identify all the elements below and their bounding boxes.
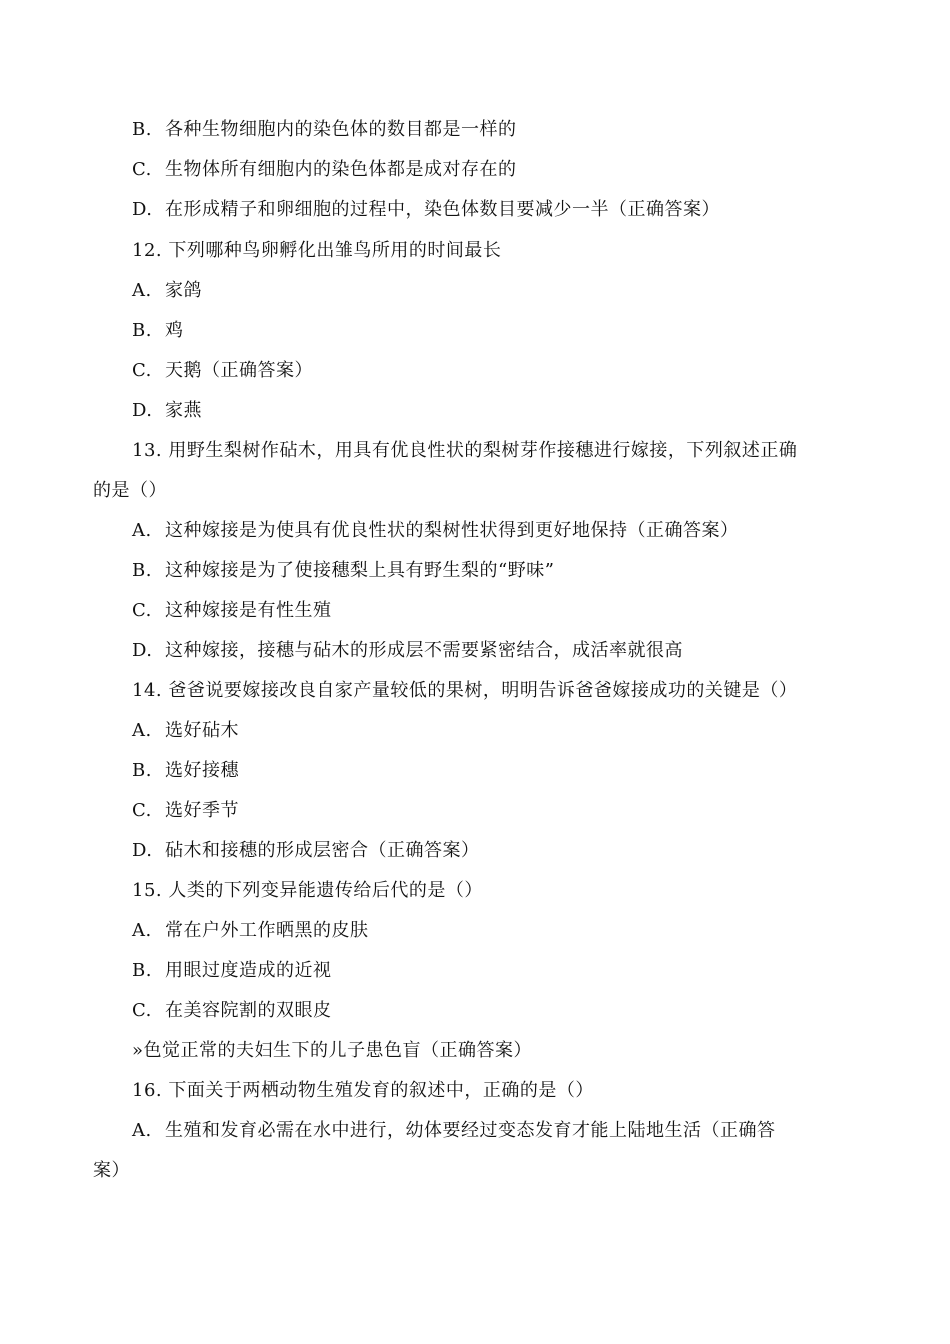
option-12-d: [132, 399, 202, 423]
option-label: A.: [132, 1120, 152, 1141]
option-text: 这种嫁接是为使具有优良性状的梨树性状得到更好地保持（正确答案）: [165, 520, 739, 541]
option-label: C.: [132, 159, 152, 180]
option-text: 生物体所有细胞内的染色体都是成对存在的: [165, 159, 517, 180]
option-label: A.: [132, 280, 152, 301]
option-text: 天鹅（正确答案）: [165, 360, 313, 381]
option-label: B.: [132, 960, 152, 981]
option-label: B.: [132, 560, 152, 581]
option-15-c: [132, 999, 332, 1023]
option-text: 这种嫁接，接穗与砧木的形成层不需要紧密结合，成活率就很高: [165, 640, 683, 661]
question-13: 13. 用野生梨树作砧木，用具有优良性状的梨树芽作接穗进行嫁接，下列叙述正确: [132, 440, 798, 461]
option-text: 选好季节: [165, 800, 239, 821]
option-label: A.: [132, 920, 152, 941]
option-text: 这种嫁接是有性生殖: [165, 600, 332, 621]
option-16-a-continuation: 案）: [93, 1160, 130, 1181]
option-label: A.: [132, 720, 152, 741]
option-label: B.: [132, 320, 152, 341]
option-16-a: [132, 1119, 776, 1143]
question-14: 14. 爸爸说要嫁接改良自家产量较低的果树，明明告诉爸爸嫁接成功的关键是（）: [132, 680, 798, 701]
option-label: C.: [132, 360, 152, 381]
option-text: 选好接穗: [165, 760, 239, 781]
option-14-d: [132, 839, 480, 863]
option-11-c: [132, 158, 517, 182]
option-label: A.: [132, 520, 152, 541]
question-12: 12. 下列哪种鸟卵孵化出雏鸟所用的时间最长: [132, 240, 502, 261]
option-text: 生殖和发育必需在水中进行，幼体要经过变态发育才能上陆地生活（正确答: [165, 1120, 776, 1141]
option-text: 常在户外工作晒黑的皮肤: [165, 920, 369, 941]
option-11-d: [132, 198, 720, 222]
option-13-d: [132, 639, 683, 663]
option-12-b: [132, 319, 184, 343]
option-text: 这种嫁接是为了使接穗梨上具有野生梨的“野味”: [165, 560, 555, 581]
option-13-c: [132, 599, 332, 623]
option-11-b: [132, 118, 517, 142]
option-label: B.: [132, 119, 152, 140]
option-text: 用眼过度造成的近视: [165, 960, 332, 981]
option-text: 家燕: [165, 400, 202, 421]
option-14-b: [132, 759, 239, 783]
option-text: 鸡: [165, 320, 184, 341]
option-15-d: »色觉正常的夫妇生下的儿子患色盲（正确答案）: [132, 1040, 533, 1061]
option-label: D.: [132, 640, 153, 661]
option-12-a: [132, 279, 202, 303]
option-15-b: [132, 959, 332, 983]
option-text: 在形成精子和卵细胞的过程中，染色体数目要减少一半（正确答案）: [165, 199, 720, 220]
option-14-c: [132, 799, 239, 823]
option-12-c: [132, 359, 313, 383]
question-16: 16. 下面关于两栖动物生殖发育的叙述中，正确的是（）: [132, 1080, 594, 1101]
option-text: 家鸽: [165, 280, 202, 301]
option-label: D.: [132, 840, 153, 861]
question-15: 15. 人类的下列变异能遗传给后代的是（）: [132, 880, 483, 901]
option-text: 各种生物细胞内的染色体的数目都是一样的: [165, 119, 517, 140]
option-13-b: [132, 559, 554, 583]
option-label: C.: [132, 600, 152, 621]
question-13-continuation: 的是（）: [93, 480, 167, 501]
option-label: D.: [132, 400, 153, 421]
option-15-a: [132, 919, 369, 943]
option-14-a: [132, 719, 239, 743]
option-label: C.: [132, 1000, 152, 1021]
option-label: B.: [132, 760, 152, 781]
option-label: C.: [132, 800, 152, 821]
option-text: 选好砧木: [165, 720, 239, 741]
option-13-a: [132, 519, 739, 543]
option-text: 砧木和接穗的形成层密合（正确答案）: [165, 840, 480, 861]
option-text: 在美容院割的双眼皮: [165, 1000, 332, 1021]
option-label: D.: [132, 199, 153, 220]
